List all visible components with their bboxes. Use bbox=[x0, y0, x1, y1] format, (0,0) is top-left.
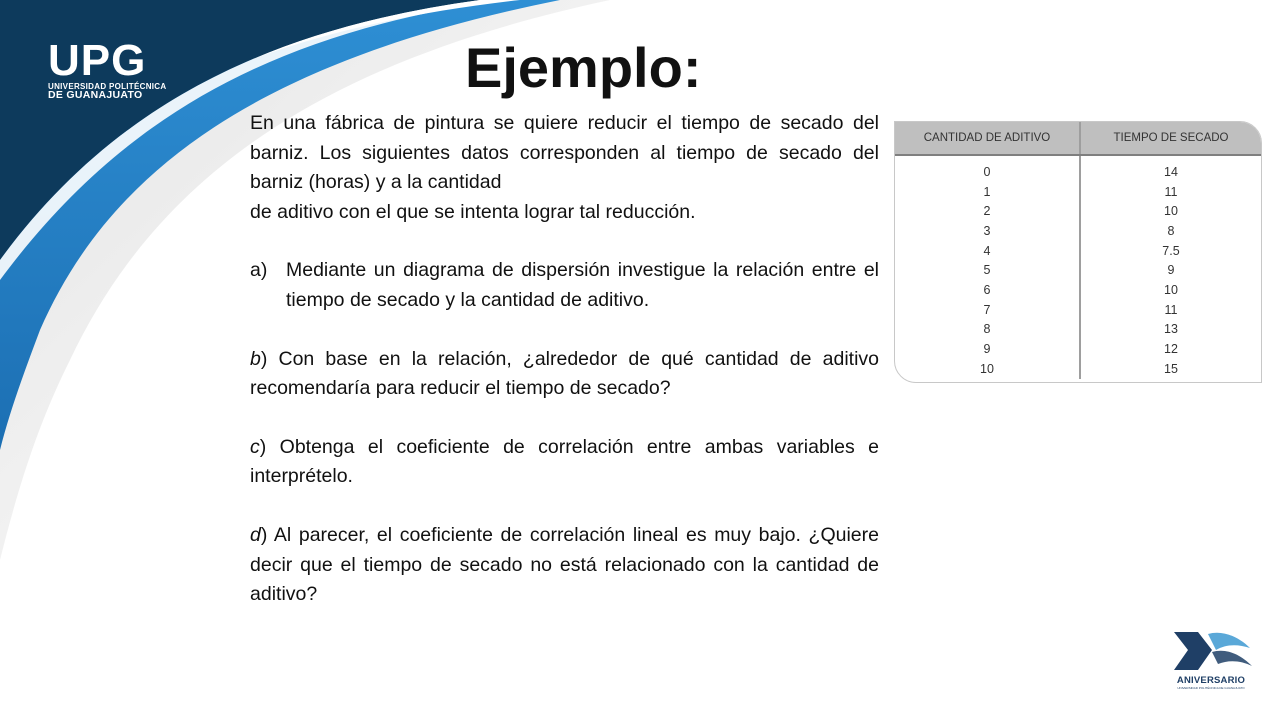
question-b bbox=[250, 345, 879, 404]
table-header-row bbox=[895, 122, 1261, 155]
cell-aditivo: 1 bbox=[895, 182, 1080, 202]
anniversary-label: ANIVERSARIO bbox=[1176, 675, 1246, 686]
question-d-marker: d bbox=[250, 523, 261, 546]
cell-tiempo: 7.5 bbox=[1162, 243, 1180, 258]
slide-title: Ejemplo: bbox=[465, 36, 702, 99]
table-row bbox=[895, 280, 1261, 300]
cell-tiempo: 10 bbox=[1164, 204, 1178, 219]
cell-aditivo: 2 bbox=[895, 201, 1080, 221]
cell-aditivo: 4 bbox=[895, 241, 1080, 261]
question-d bbox=[250, 521, 879, 610]
question-d-text: ) Al parecer, el coeficiente de correlación lineal es muy bajo. ¿Quiere decir que el tiempo de secado no está relacionado con la cantidad de aditivo? bbox=[250, 523, 879, 606]
table-row bbox=[895, 155, 1261, 182]
logo-mark: UPG bbox=[48, 36, 147, 85]
question-b-marker: b bbox=[250, 347, 261, 370]
data-table-frame bbox=[894, 121, 1262, 383]
cell-aditivo: 9 bbox=[895, 339, 1080, 359]
anniversary-x-icon bbox=[1168, 628, 1254, 676]
question-a-text: Mediante un diagrama de dispersión investigue la relación entre el tiempo de secado y la cantidad de aditivo. bbox=[286, 259, 879, 311]
intro-text-cont: de aditivo con el que se intenta lograr tal reducción. bbox=[250, 200, 696, 223]
cell-tiempo: 8 bbox=[1167, 223, 1175, 238]
cell-tiempo: 15 bbox=[1164, 361, 1178, 376]
header-cantidad-aditivo: CANTIDAD DE ADITIVO bbox=[895, 122, 1080, 155]
question-c bbox=[250, 433, 879, 492]
header-tiempo-secado: TIEMPO DE SECADO bbox=[1080, 122, 1261, 155]
data-table-container bbox=[894, 121, 1262, 383]
cell-tiempo: 14 bbox=[1164, 164, 1178, 179]
intro-paragraph bbox=[250, 109, 879, 227]
cell-aditivo: 8 bbox=[895, 320, 1080, 340]
cell-aditivo: 7 bbox=[895, 300, 1080, 320]
cell-aditivo: 5 bbox=[895, 260, 1080, 280]
data-table bbox=[895, 122, 1261, 379]
slide-content bbox=[250, 109, 879, 639]
logo-text-line2: DE GUANAJUATO bbox=[48, 89, 143, 101]
anniversary-logo bbox=[1168, 628, 1254, 692]
question-c-marker: c bbox=[250, 435, 260, 458]
table-row bbox=[895, 359, 1261, 379]
question-a bbox=[250, 256, 879, 315]
anniversary-sub: UNIVERSIDAD POLITÉCNICA DE GUANAJUATO bbox=[1177, 686, 1245, 690]
question-b-text: ) Con base en la relación, ¿alrededor de qué cantidad de aditivo recomendaría para reducir el tiempo de secado? bbox=[250, 347, 879, 400]
cell-aditivo: 10 bbox=[895, 359, 1080, 379]
table-row bbox=[895, 320, 1261, 340]
question-a-marker: a) bbox=[250, 259, 268, 282]
cell-aditivo: 3 bbox=[895, 221, 1080, 241]
table-row bbox=[895, 339, 1261, 359]
cell-aditivo: 6 bbox=[895, 280, 1080, 300]
table-row bbox=[895, 241, 1261, 261]
logo-text-line1: UNIVERSIDAD POLITÉCNICA bbox=[48, 82, 167, 91]
cell-tiempo: 11 bbox=[1164, 184, 1178, 199]
table-row bbox=[895, 182, 1261, 202]
table-row bbox=[895, 201, 1261, 221]
cell-tiempo: 13 bbox=[1164, 322, 1178, 337]
table-row bbox=[895, 221, 1261, 241]
cell-tiempo: 10 bbox=[1164, 282, 1178, 297]
intro-text: En una fábrica de pintura se quiere reducir el tiempo de secado del barniz. Los siguientes datos corresponden al tiempo de secado del barniz (horas) y a la cantidad bbox=[250, 112, 879, 194]
cell-tiempo: 12 bbox=[1164, 342, 1178, 357]
cell-tiempo: 11 bbox=[1164, 302, 1178, 317]
question-c-text: ) Obtenga el coeficiente de correlación entre ambas variables e interprételo. bbox=[250, 435, 879, 488]
cell-aditivo: 0 bbox=[895, 155, 1080, 182]
table-row bbox=[895, 260, 1261, 280]
cell-tiempo: 9 bbox=[1167, 263, 1175, 278]
university-logo bbox=[48, 36, 178, 104]
table-row bbox=[895, 300, 1261, 320]
